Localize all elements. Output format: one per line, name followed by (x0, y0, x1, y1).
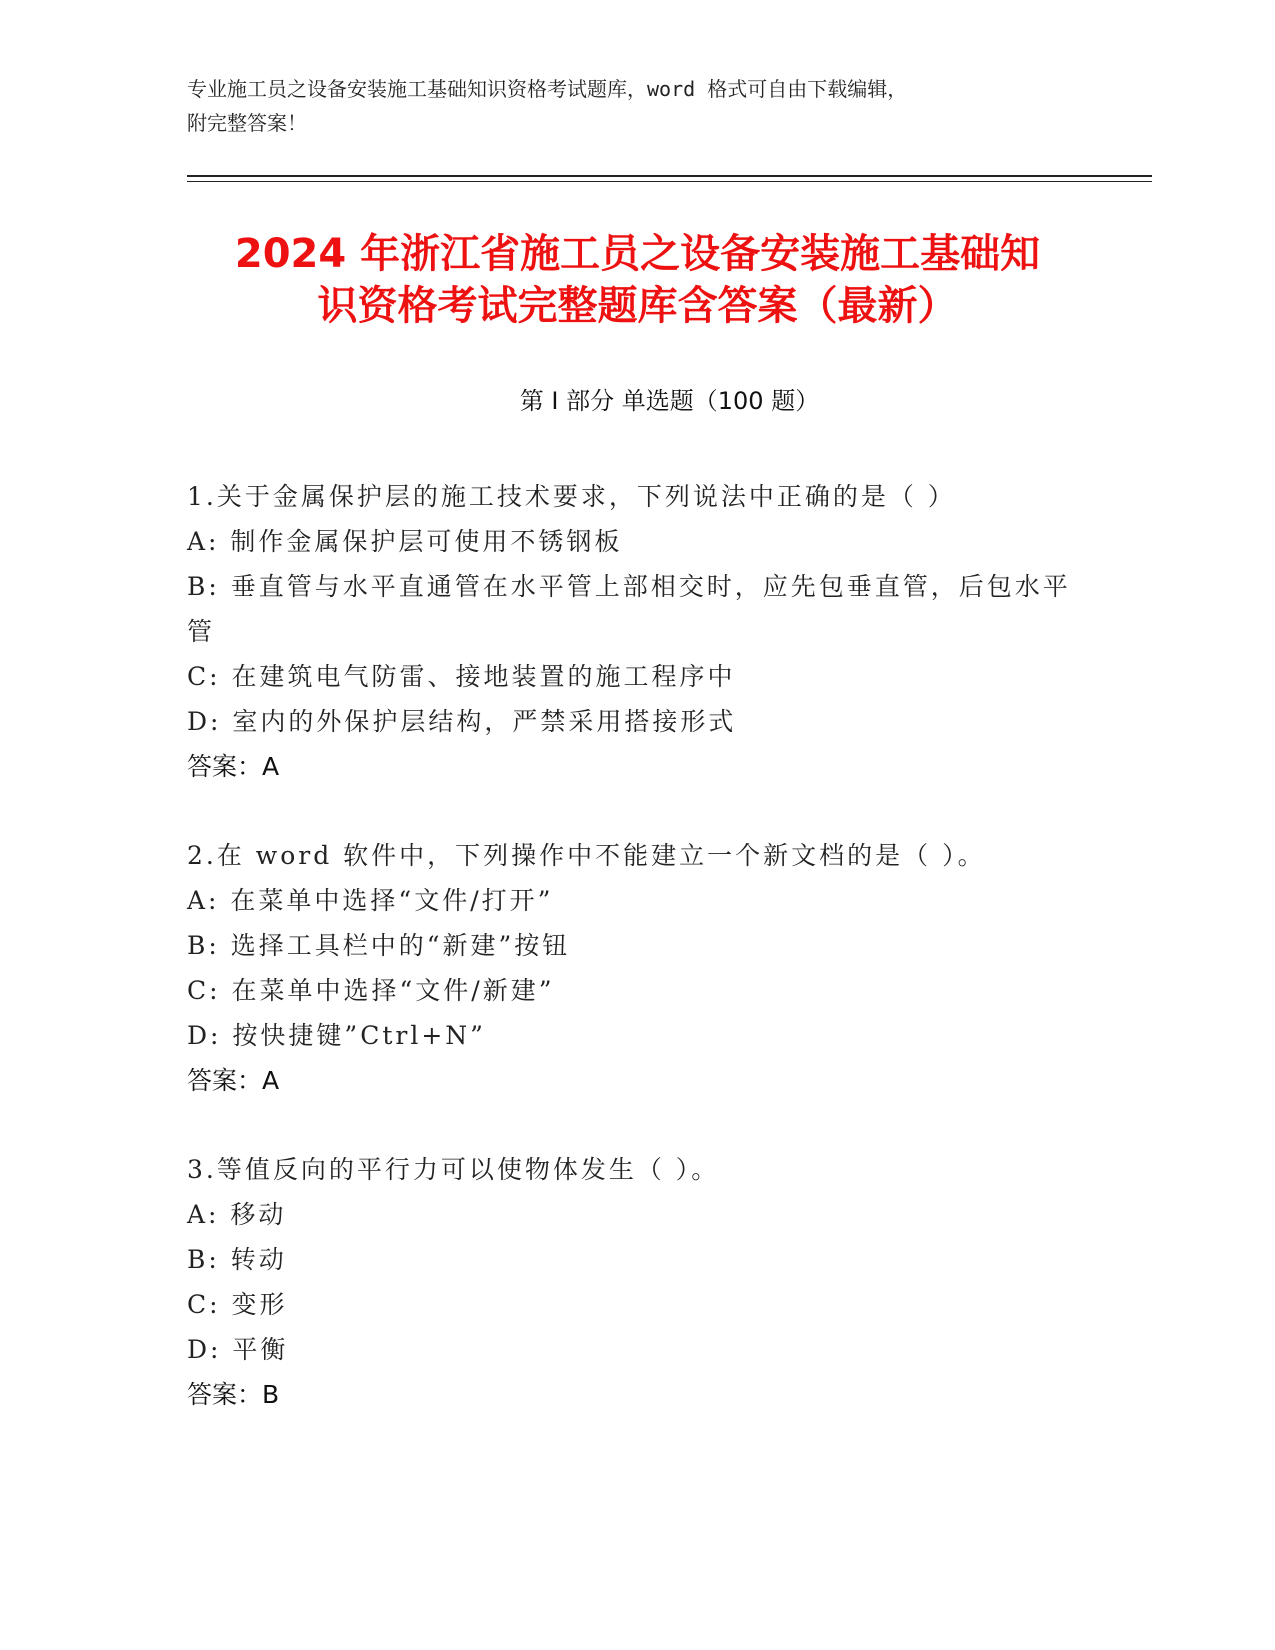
header-rule-thick (187, 175, 1152, 177)
option-b: B: 垂直管与水平直通管在水平管上部相交时，应先包垂直管，后包水平管 (187, 572, 1071, 646)
answer: 答案：A (187, 752, 280, 781)
option-c: C: 变形 (187, 1290, 288, 1319)
document-title-line-2: 识资格考试完整题库含答案（最新） (317, 283, 958, 329)
header-note-line-1: 专业施工员之设备安装施工基础知识资格考试题库，word 格式可自由下载编辑， (187, 77, 908, 101)
option-a: A: 在菜单中选择“文件/打开” (187, 886, 554, 915)
header-note (187, 72, 1067, 140)
option-d: D: 按快捷键”Ctrl+N” (187, 1021, 486, 1050)
question-stem: 3.等值反向的平行力可以使物体发生（ ）。 (187, 1155, 720, 1184)
question-1 (187, 474, 1087, 789)
question-stem: 2.在 word 软件中，下列操作中不能建立一个新文档的是（ ）。 (187, 841, 986, 870)
answer: 答案：A (187, 1066, 280, 1095)
option-b: B: 转动 (187, 1245, 287, 1274)
option-a: A: 移动 (187, 1200, 287, 1229)
question-3 (187, 1147, 1087, 1417)
option-c: C: 在菜单中选择“文件/新建” (187, 976, 555, 1005)
section-title: 第 I 部分 单选题（100 题） (519, 387, 820, 415)
question-list (187, 474, 1087, 1461)
answer: 答案：B (187, 1380, 280, 1409)
header-rule-thin (187, 181, 1152, 182)
option-b: B: 选择工具栏中的“新建”按钮 (187, 931, 571, 960)
document-title (150, 228, 1125, 332)
option-a: A: 制作金属保护层可使用不锈钢板 (187, 527, 623, 556)
question-2 (187, 833, 1087, 1103)
option-d: D: 室内的外保护层结构，严禁采用搭接形式 (187, 707, 737, 736)
option-c: C: 在建筑电气防雷、接地装置的施工程序中 (187, 662, 736, 691)
option-d: D: 平衡 (187, 1335, 289, 1364)
header-note-line-2: 附完整答案！ (187, 111, 307, 135)
document-title-line-1: 2024 年浙江省施工员之设备安装施工基础知 (234, 231, 1041, 277)
question-stem: 1.关于金属保护层的施工技术要求，下列说法中正确的是（ ） (187, 482, 956, 511)
